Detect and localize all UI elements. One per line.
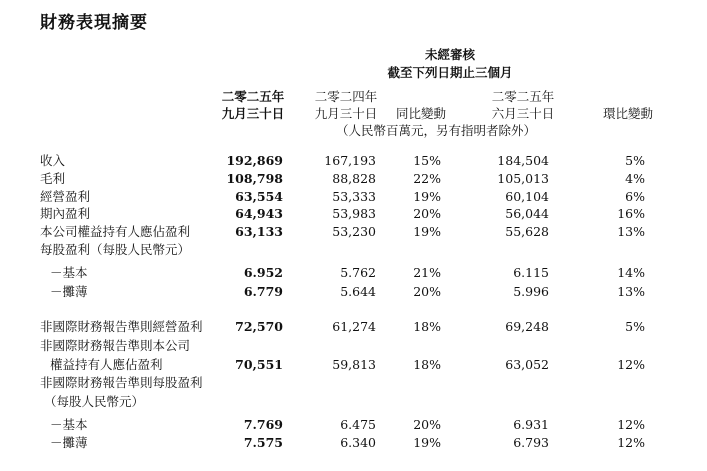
row-label: 非國際財務報告準則每股盈利: [40, 375, 203, 390]
cell-value: 108,798: [226, 171, 283, 186]
row-label: 非國際財務報告準則經營盈利: [40, 319, 203, 334]
col1-header-line1: 二零二五年: [221, 89, 285, 104]
cell-value: 55,628: [505, 224, 549, 239]
cell-value: 6%: [625, 189, 645, 204]
cell-value: 192,869: [226, 153, 283, 168]
cell-value: 5%: [625, 319, 645, 334]
cell-value: 14%: [617, 265, 645, 280]
cell-value: 53,230: [332, 224, 376, 239]
cell-value: 21%: [413, 265, 441, 280]
row-label: 毛利: [40, 171, 66, 186]
cell-value: 53,983: [332, 206, 376, 221]
cell-value: 5.762: [340, 265, 376, 280]
row-label: 非國際財務報告準則本公司: [40, 338, 191, 353]
row-label: 每股盈利（每股人民幣元）: [40, 242, 191, 257]
cell-value: 18%: [413, 357, 441, 372]
row-label: 收入: [40, 153, 66, 168]
header-period: 截至下列日期止三個月: [387, 65, 513, 80]
cell-value: 184,504: [497, 153, 549, 168]
cell-value: 18%: [413, 319, 441, 334]
header-unaudited: 未經審核: [424, 47, 475, 62]
cell-value: 20%: [413, 284, 441, 299]
cell-value: 63,052: [505, 357, 549, 372]
row-label: 權益持有人應佔盈利: [50, 357, 163, 372]
cell-value: 4%: [625, 171, 645, 186]
row-label: －攤薄: [50, 284, 88, 299]
row-label: （每股人民幣元）: [44, 394, 145, 409]
cell-value: 59,813: [332, 357, 376, 372]
cell-value: 63,133: [235, 224, 283, 239]
row-label: －基本: [50, 417, 88, 432]
cell-value: 6.793: [513, 435, 549, 450]
cell-value: 6.779: [243, 284, 283, 299]
row-label: 經營盈利: [40, 189, 91, 204]
page-title: 財務表現摘要: [40, 13, 148, 33]
cell-value: 60,104: [505, 189, 549, 204]
cell-value: 69,248: [505, 319, 549, 334]
cell-value: 70,551: [235, 357, 283, 372]
cell-value: 53,333: [332, 189, 376, 204]
cell-value: 7.575: [243, 435, 283, 450]
cell-value: 7.769: [243, 417, 283, 432]
cell-value: 20%: [413, 417, 441, 432]
cell-value: 6.340: [340, 435, 376, 450]
cell-value: 15%: [413, 153, 441, 168]
col5-header: 環比變動: [602, 106, 653, 121]
cell-value: 64,943: [235, 206, 283, 221]
row-label: －攤薄: [50, 435, 88, 450]
col1-header-line2: 九月三十日: [221, 106, 285, 121]
col4-header-line2: 六月三十日: [491, 106, 555, 121]
cell-value: 12%: [617, 417, 645, 432]
col2-header-line2: 九月三十日: [314, 106, 378, 121]
cell-value: 6.931: [513, 417, 549, 432]
units-note: （人民幣百萬元，另有指明者除外）: [336, 123, 537, 138]
cell-value: 6.115: [513, 265, 549, 280]
col4-header-line1: 二零二五年: [491, 89, 555, 104]
cell-value: 88,828: [332, 171, 376, 186]
cell-value: 56,044: [505, 206, 549, 221]
cell-value: 19%: [413, 435, 441, 450]
row-label: 本公司權益持有人應佔盈利: [40, 224, 191, 239]
cell-value: 19%: [413, 189, 441, 204]
cell-value: 13%: [617, 284, 645, 299]
col2-header-line1: 二零二四年: [314, 89, 378, 104]
cell-value: 22%: [413, 171, 441, 186]
cell-value: 5%: [625, 153, 645, 168]
cell-value: 63,554: [235, 189, 283, 204]
row-label: －基本: [50, 265, 88, 280]
cell-value: 167,193: [324, 153, 376, 168]
cell-value: 72,570: [235, 319, 283, 334]
cell-value: 13%: [617, 224, 645, 239]
cell-value: 6.475: [340, 417, 376, 432]
row-label: 期內盈利: [40, 206, 91, 221]
cell-value: 5.644: [340, 284, 376, 299]
col3-header: 同比變動: [395, 106, 446, 121]
cell-value: 61,274: [332, 319, 376, 334]
cell-value: 12%: [617, 357, 645, 372]
cell-value: 5.996: [513, 284, 549, 299]
cell-value: 16%: [617, 206, 645, 221]
cell-value: 105,013: [497, 171, 549, 186]
cell-value: 19%: [413, 224, 441, 239]
cell-value: 6.952: [243, 265, 283, 280]
cell-value: 20%: [413, 206, 441, 221]
cell-value: 12%: [617, 435, 645, 450]
